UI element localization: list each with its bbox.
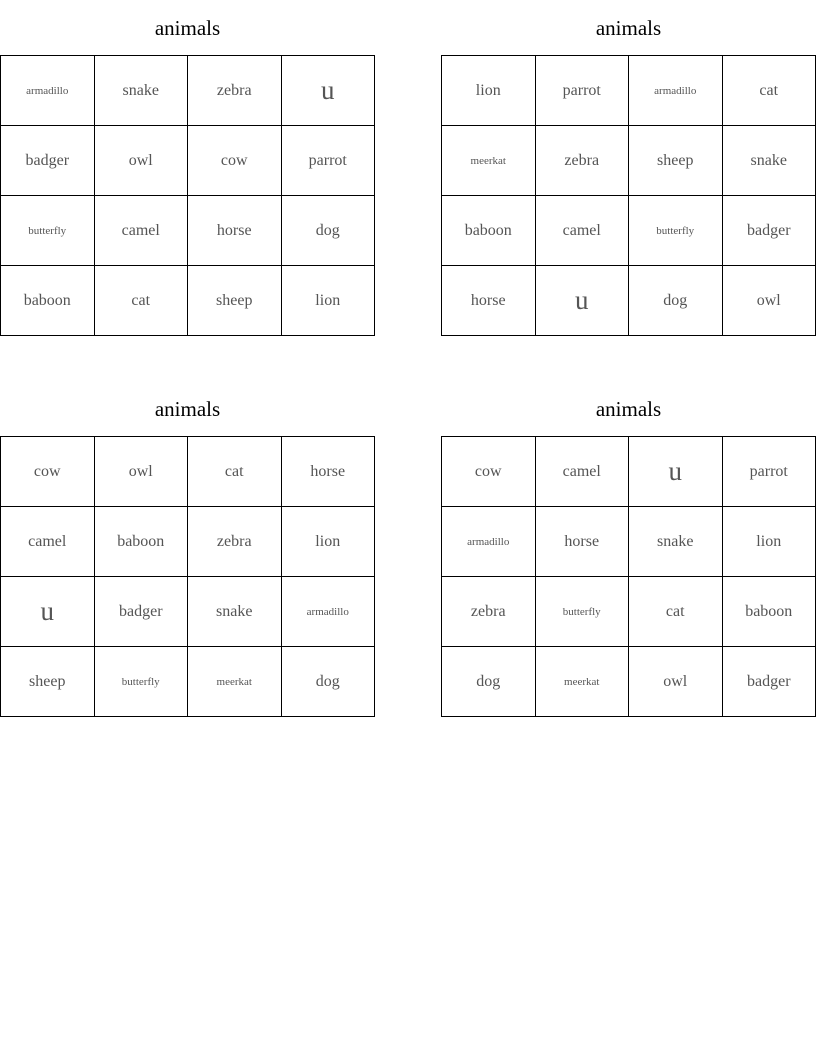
grid-cell: snake: [94, 56, 188, 126]
grid-cell: horse: [442, 266, 536, 336]
grid-cell: snake: [188, 577, 282, 647]
grid-cell: u: [1, 577, 95, 647]
grid-row: [1, 647, 375, 717]
grid-cell: lion: [281, 266, 375, 336]
grid-row: [1, 126, 375, 196]
grid-cell: zebra: [188, 507, 282, 577]
grid-cell: parrot: [535, 56, 629, 126]
grid-cell: sheep: [1, 647, 95, 717]
grid-cell: butterfly: [1, 196, 95, 266]
grid-cell: zebra: [535, 126, 629, 196]
grid-cell: badger: [722, 647, 816, 717]
card-title: animals: [595, 397, 662, 421]
grid-cell: lion: [442, 56, 536, 126]
grid-cell: parrot: [722, 437, 816, 507]
grid-cell: camel: [535, 196, 629, 266]
grid-cell: cow: [442, 437, 536, 507]
grid-cell: owl: [629, 647, 723, 717]
bingo-card: [0, 381, 375, 717]
grid-cell: badger: [94, 577, 188, 647]
grid-cell: lion: [722, 507, 816, 577]
grid-cell: dog: [281, 196, 375, 266]
grid-cell: u: [281, 56, 375, 126]
grid-row: [442, 577, 816, 647]
grid-cell: butterfly: [535, 577, 629, 647]
grid-cell: cat: [722, 56, 816, 126]
grid-cell: horse: [281, 437, 375, 507]
grid-row: [442, 437, 816, 507]
grid-cell: owl: [722, 266, 816, 336]
grid-cell: butterfly: [629, 196, 723, 266]
grid-cell: cat: [188, 437, 282, 507]
grid-cell: baboon: [1, 266, 95, 336]
grid-cell: lion: [281, 507, 375, 577]
bingo-grid: [441, 436, 816, 717]
grid-cell: owl: [94, 437, 188, 507]
grid-cell: badger: [722, 196, 816, 266]
grid-cell: meerkat: [188, 647, 282, 717]
grid-row: [442, 647, 816, 717]
grid-row: [1, 577, 375, 647]
grid-cell: armadillo: [442, 507, 536, 577]
grid-cell: badger: [1, 126, 95, 196]
grid-cell: camel: [1, 507, 95, 577]
grid-cell: armadillo: [1, 56, 95, 126]
grid-row: [1, 437, 375, 507]
grid-cell: snake: [722, 126, 816, 196]
grid-cell: cow: [1, 437, 95, 507]
grid-row: [442, 126, 816, 196]
grid-row: [442, 56, 816, 126]
bingo-grid: [0, 436, 375, 717]
bingo-card: [0, 0, 375, 336]
grid-cell: cat: [94, 266, 188, 336]
bingo-grid: [441, 55, 816, 336]
grid-row: [442, 266, 816, 336]
grid-cell: butterfly: [94, 647, 188, 717]
bingo-grid: [0, 55, 375, 336]
grid-row: [1, 56, 375, 126]
grid-cell: baboon: [722, 577, 816, 647]
grid-row: [442, 507, 816, 577]
grid-cell: camel: [94, 196, 188, 266]
bingo-card: [441, 0, 816, 336]
card-title: animals: [154, 397, 221, 421]
grid-row: [442, 196, 816, 266]
card-title: animals: [595, 16, 662, 40]
card-title: animals: [154, 16, 221, 40]
grid-cell: armadillo: [629, 56, 723, 126]
grid-cell: dog: [629, 266, 723, 336]
grid-cell: sheep: [629, 126, 723, 196]
grid-cell: u: [535, 266, 629, 336]
grid-cell: cat: [629, 577, 723, 647]
grid-row: [1, 196, 375, 266]
grid-cell: horse: [535, 507, 629, 577]
grid-cell: parrot: [281, 126, 375, 196]
grid-cell: baboon: [94, 507, 188, 577]
grid-cell: snake: [629, 507, 723, 577]
grid-cell: owl: [94, 126, 188, 196]
grid-cell: zebra: [442, 577, 536, 647]
grid-cell: meerkat: [442, 126, 536, 196]
bingo-card: [441, 381, 816, 717]
grid-cell: horse: [188, 196, 282, 266]
grid-cell: armadillo: [281, 577, 375, 647]
grid-row: [1, 266, 375, 336]
grid-cell: meerkat: [535, 647, 629, 717]
grid-cell: zebra: [188, 56, 282, 126]
grid-cell: u: [629, 437, 723, 507]
grid-cell: sheep: [188, 266, 282, 336]
grid-cell: baboon: [442, 196, 536, 266]
grid-row: [1, 507, 375, 577]
grid-cell: dog: [442, 647, 536, 717]
grid-cell: camel: [535, 437, 629, 507]
grid-cell: dog: [281, 647, 375, 717]
grid-cell: cow: [188, 126, 282, 196]
